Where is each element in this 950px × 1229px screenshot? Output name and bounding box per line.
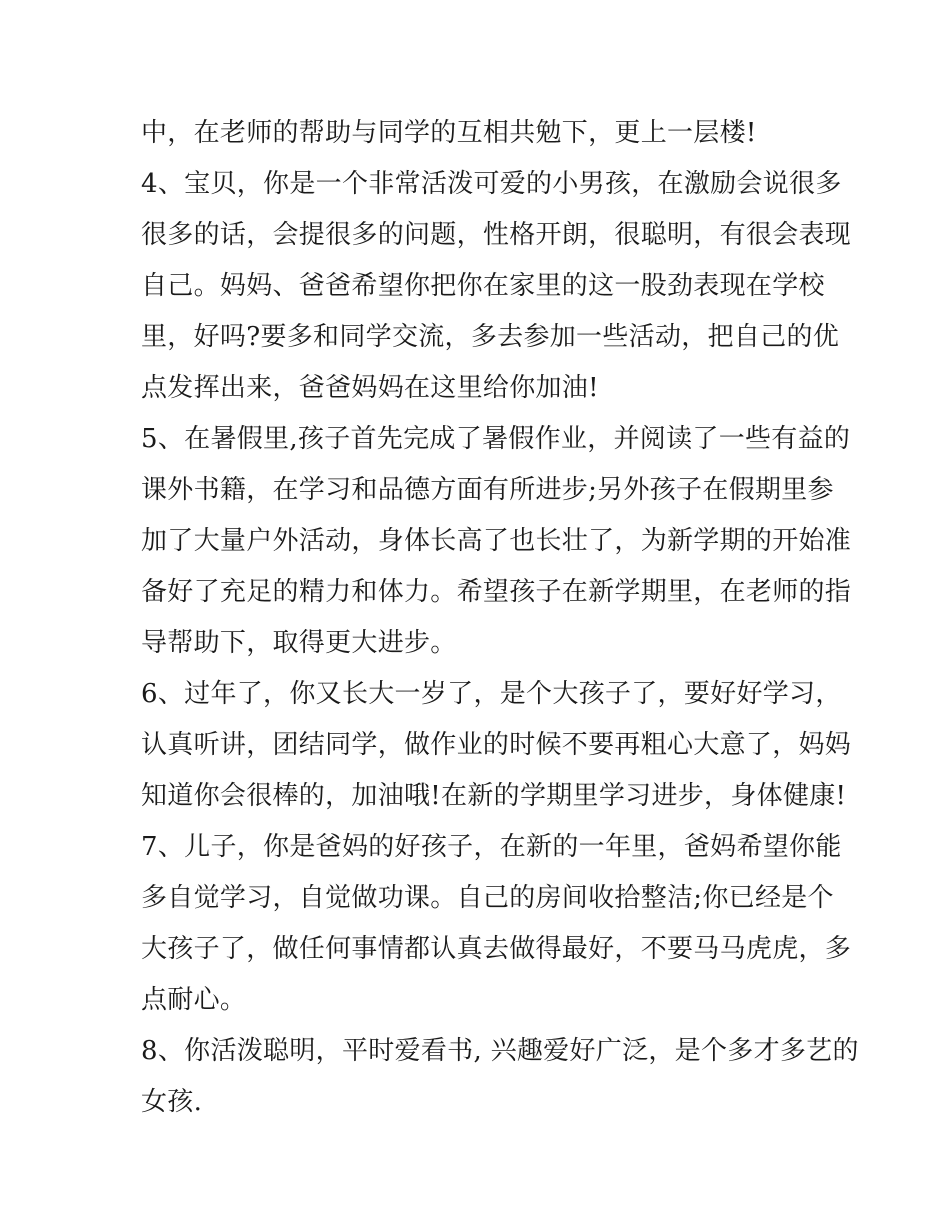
text-line-13: 认真听讲，团结同学，做作业的时候不要再粗心大意了，妈妈 (141, 730, 852, 760)
text-line-8: 课外书籍，在学习和品德方面有所进步;另外孩子在假期里参 (141, 475, 834, 505)
text-line-18: 点耐心。 (141, 985, 247, 1015)
document-body (141, 108, 859, 1128)
text-line-11: 导帮助下，取得更大进步。 (141, 628, 457, 658)
text-line-17: 大孩子了，做任何事情都认真去做得最好，不要马马虎虎，多 (141, 934, 852, 964)
text-line-6: 点发挥出来，爸爸妈妈在这里给你加油! (141, 373, 599, 403)
text-line-14: 知道你会很棒的，加油哦!在新的学期里学习进步，身体健康! (141, 781, 847, 811)
text-line-7: 5、在暑假里,孩子首先完成了暑假作业，并阅读了一些有益的 (141, 424, 851, 454)
text-line-2: 4、宝贝，你是一个非常活泼可爱的小男孩，在激励会说很多 (141, 169, 842, 199)
text-line-12: 6、过年了，你又长大一岁了，是个大孩子了，要好好学习， (141, 679, 842, 709)
text-line-3: 很多的话，会提很多的问题，性格开朗，很聪明，有很会表现 (141, 220, 852, 250)
text-line-19: 8、你活泼聪明，平时爱看书, 兴趣爱好广泛，是个多才多艺的 (141, 1036, 859, 1066)
text-line-20: 女孩. (141, 1087, 203, 1117)
text-line-1: 中，在老师的帮助与同学的互相共勉下，更上一层楼! (141, 118, 757, 148)
text-line-16: 多自觉学习，自觉做功课。自己的房间收拾整洁;你已经是个 (141, 883, 834, 913)
text-line-10: 备好了充足的精力和体力。希望孩子在新学期里，在老师的指 (141, 577, 852, 607)
text-line-5: 里，好吗?要多和同学交流，多去参加一些活动，把自己的优 (141, 322, 840, 352)
text-line-4: 自己。妈妈、爸爸希望你把你在家里的这一股劲表现在学校 (141, 271, 825, 301)
text-line-15: 7、儿子，你是爸妈的好孩子，在新的一年里，爸妈希望你能 (141, 832, 842, 862)
text-line-9: 加了大量户外活动，身体长高了也长壮了，为新学期的开始准 (141, 526, 852, 556)
